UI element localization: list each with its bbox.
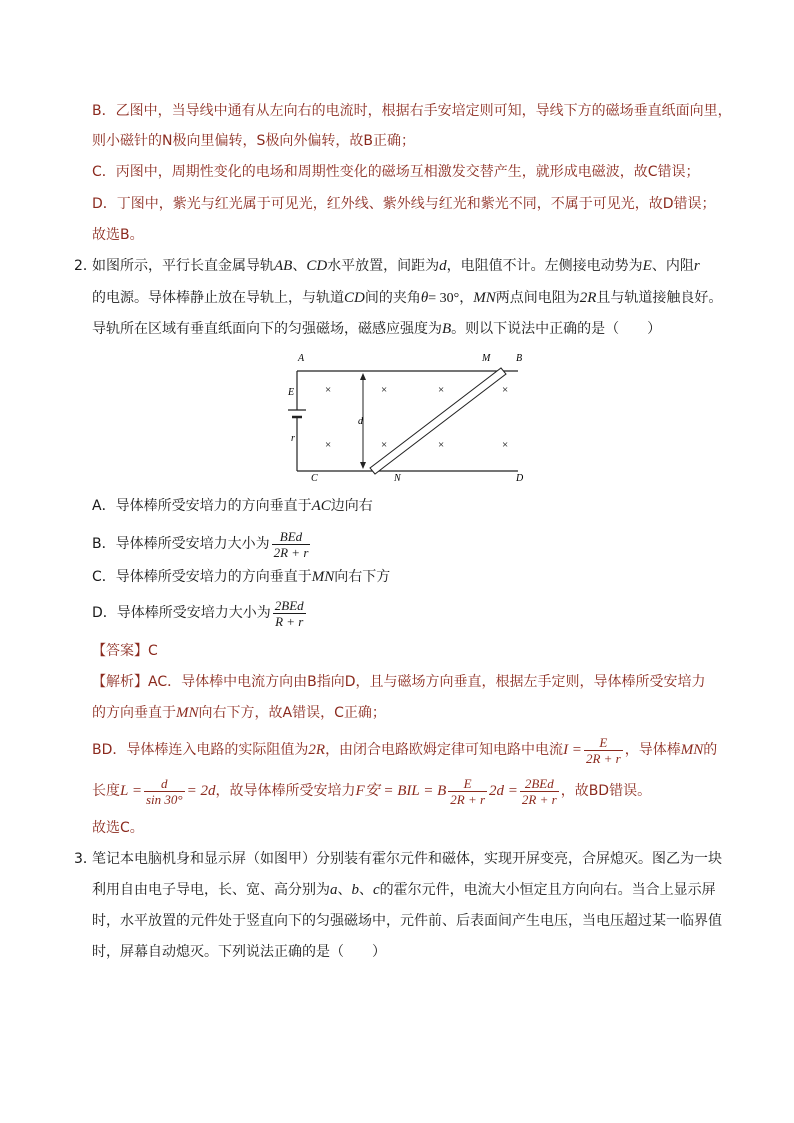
prev-option-b-line2: 则小磁针的N极向里偏转，S极向外偏转，故B正确； xyxy=(92,133,415,149)
field-cross: × xyxy=(325,384,332,396)
question-2-line3: 导轨所在区域有垂直纸面向下的匀强磁场，磁感应强度为B。则以下说法中正确的是（ ） xyxy=(92,321,662,337)
option-d: D．导体棒所受安培力大小为 $\frac{\text{2BEd}}{R + r}$ xyxy=(92,597,304,629)
question-3-line3: 时，水平放置的元件处于竖直向下的匀强磁场中，元件前、后表面间产生电压，当电压超过某一临界值 xyxy=(92,913,722,929)
label-c: C xyxy=(311,473,318,484)
prev-conclusion: 故选B。 xyxy=(92,227,144,243)
question-3-line1: 笔记本电脑机身和显示屏（如图甲）分别装有霍尔元件和磁体，实现开屏变亮，合屏熄灭。图乙为一块 xyxy=(92,851,722,867)
question-3-line2: 利用自由电子导电，长、宽、高分别为a、b、c的霍尔元件，电流大小恒定且方向向右。当合上显示屏 xyxy=(92,882,716,898)
option-b: B．导体棒所受安培力大小为 $\frac{\text{BEd}}{2R + r}$ xyxy=(92,528,309,560)
prev-option-d: D．丁图中，紫光与红光属于可见光，红外线、紫外线与红光和紫光不同，不属于可见光，故D错误； xyxy=(92,196,716,212)
analysis-line3: BD．导体棒连入电路的实际阻值为2R，由闭合电路欧姆定律可知电路中电流I = $\frac{E}{2R + r}$ ，导体棒MN的 xyxy=(92,734,718,766)
circuit-figure xyxy=(280,345,530,485)
label-d: d xyxy=(358,416,363,427)
field-cross: × xyxy=(381,439,388,451)
label-e: E xyxy=(288,387,295,398)
answer-line: 【答案】C xyxy=(92,643,158,659)
question-2-line2: 的电源。导体棒静止放在导轨上，与轨道CD间的夹角θ= 30°，MN两点间电阻为2R且与轨道接触良好。 xyxy=(92,290,723,306)
option-c: C．导体棒所受安培力的方向垂直于MN向右下方 xyxy=(92,569,391,585)
option-b-fraction: $\frac{\text{BEd}}{2R + r}$ xyxy=(273,528,309,560)
question-3-number: 3． xyxy=(74,851,97,867)
label-m: M xyxy=(482,353,491,364)
field-cross: × xyxy=(325,439,332,451)
analysis-line2: 的方向垂直于MN向右下方，故A错误，C正确； xyxy=(92,705,386,721)
label-n: N xyxy=(394,473,401,484)
question-2-number: 2． xyxy=(74,258,97,274)
field-cross: × xyxy=(438,439,445,451)
prev-option-b-line1: B．乙图中，当导线中通有从左向右的电流时，根据右手安培定则可知，导线下方的磁场垂直纸面向里， xyxy=(92,103,732,119)
analysis-line4: 长度L = $\frac{d}{\sin 30^\circ}$ = 2d，故导体棒所受安培力F安 = BIL = B $\frac{E}{2R + r}$ 2d = $\frac{\text{2BEd}}{2R + r}$ ，故BD错误。 xyxy=(92,775,652,807)
field-cross: × xyxy=(502,384,509,396)
analysis-line1: 【解析】AC．导体棒中电流方向由B指向D，且与磁场方向垂直，根据左手定则，导体棒所受安培力 xyxy=(92,674,706,690)
label-d-end: D xyxy=(516,473,524,484)
field-cross: × xyxy=(502,439,509,451)
question-3-line4: 时，屏幕自动熄灭。下列说法正确的是（ ） xyxy=(92,944,386,960)
field-cross: × xyxy=(438,384,445,396)
label-r: r xyxy=(291,433,295,444)
prev-option-c: C．丙图中，周期性变化的电场和周期性变化的磁场互相激发交替产生，就形成电磁波，故C错误； xyxy=(92,164,700,180)
option-d-fraction: $\frac{\text{2BEd}}{R + r}$ xyxy=(274,597,304,629)
option-a: A．导体棒所受安培力的方向垂直于AC边向右 xyxy=(92,498,373,514)
label-b: B xyxy=(516,353,523,364)
label-a: A xyxy=(298,353,305,364)
analysis-conclusion: 故选C。 xyxy=(92,820,144,836)
question-2-line1: 如图所示，平行长直金属导轨AB、CD水平放置，间距为d，电阻值不计。左侧接电动势为E、内阻r xyxy=(92,258,700,274)
field-cross: × xyxy=(381,384,388,396)
